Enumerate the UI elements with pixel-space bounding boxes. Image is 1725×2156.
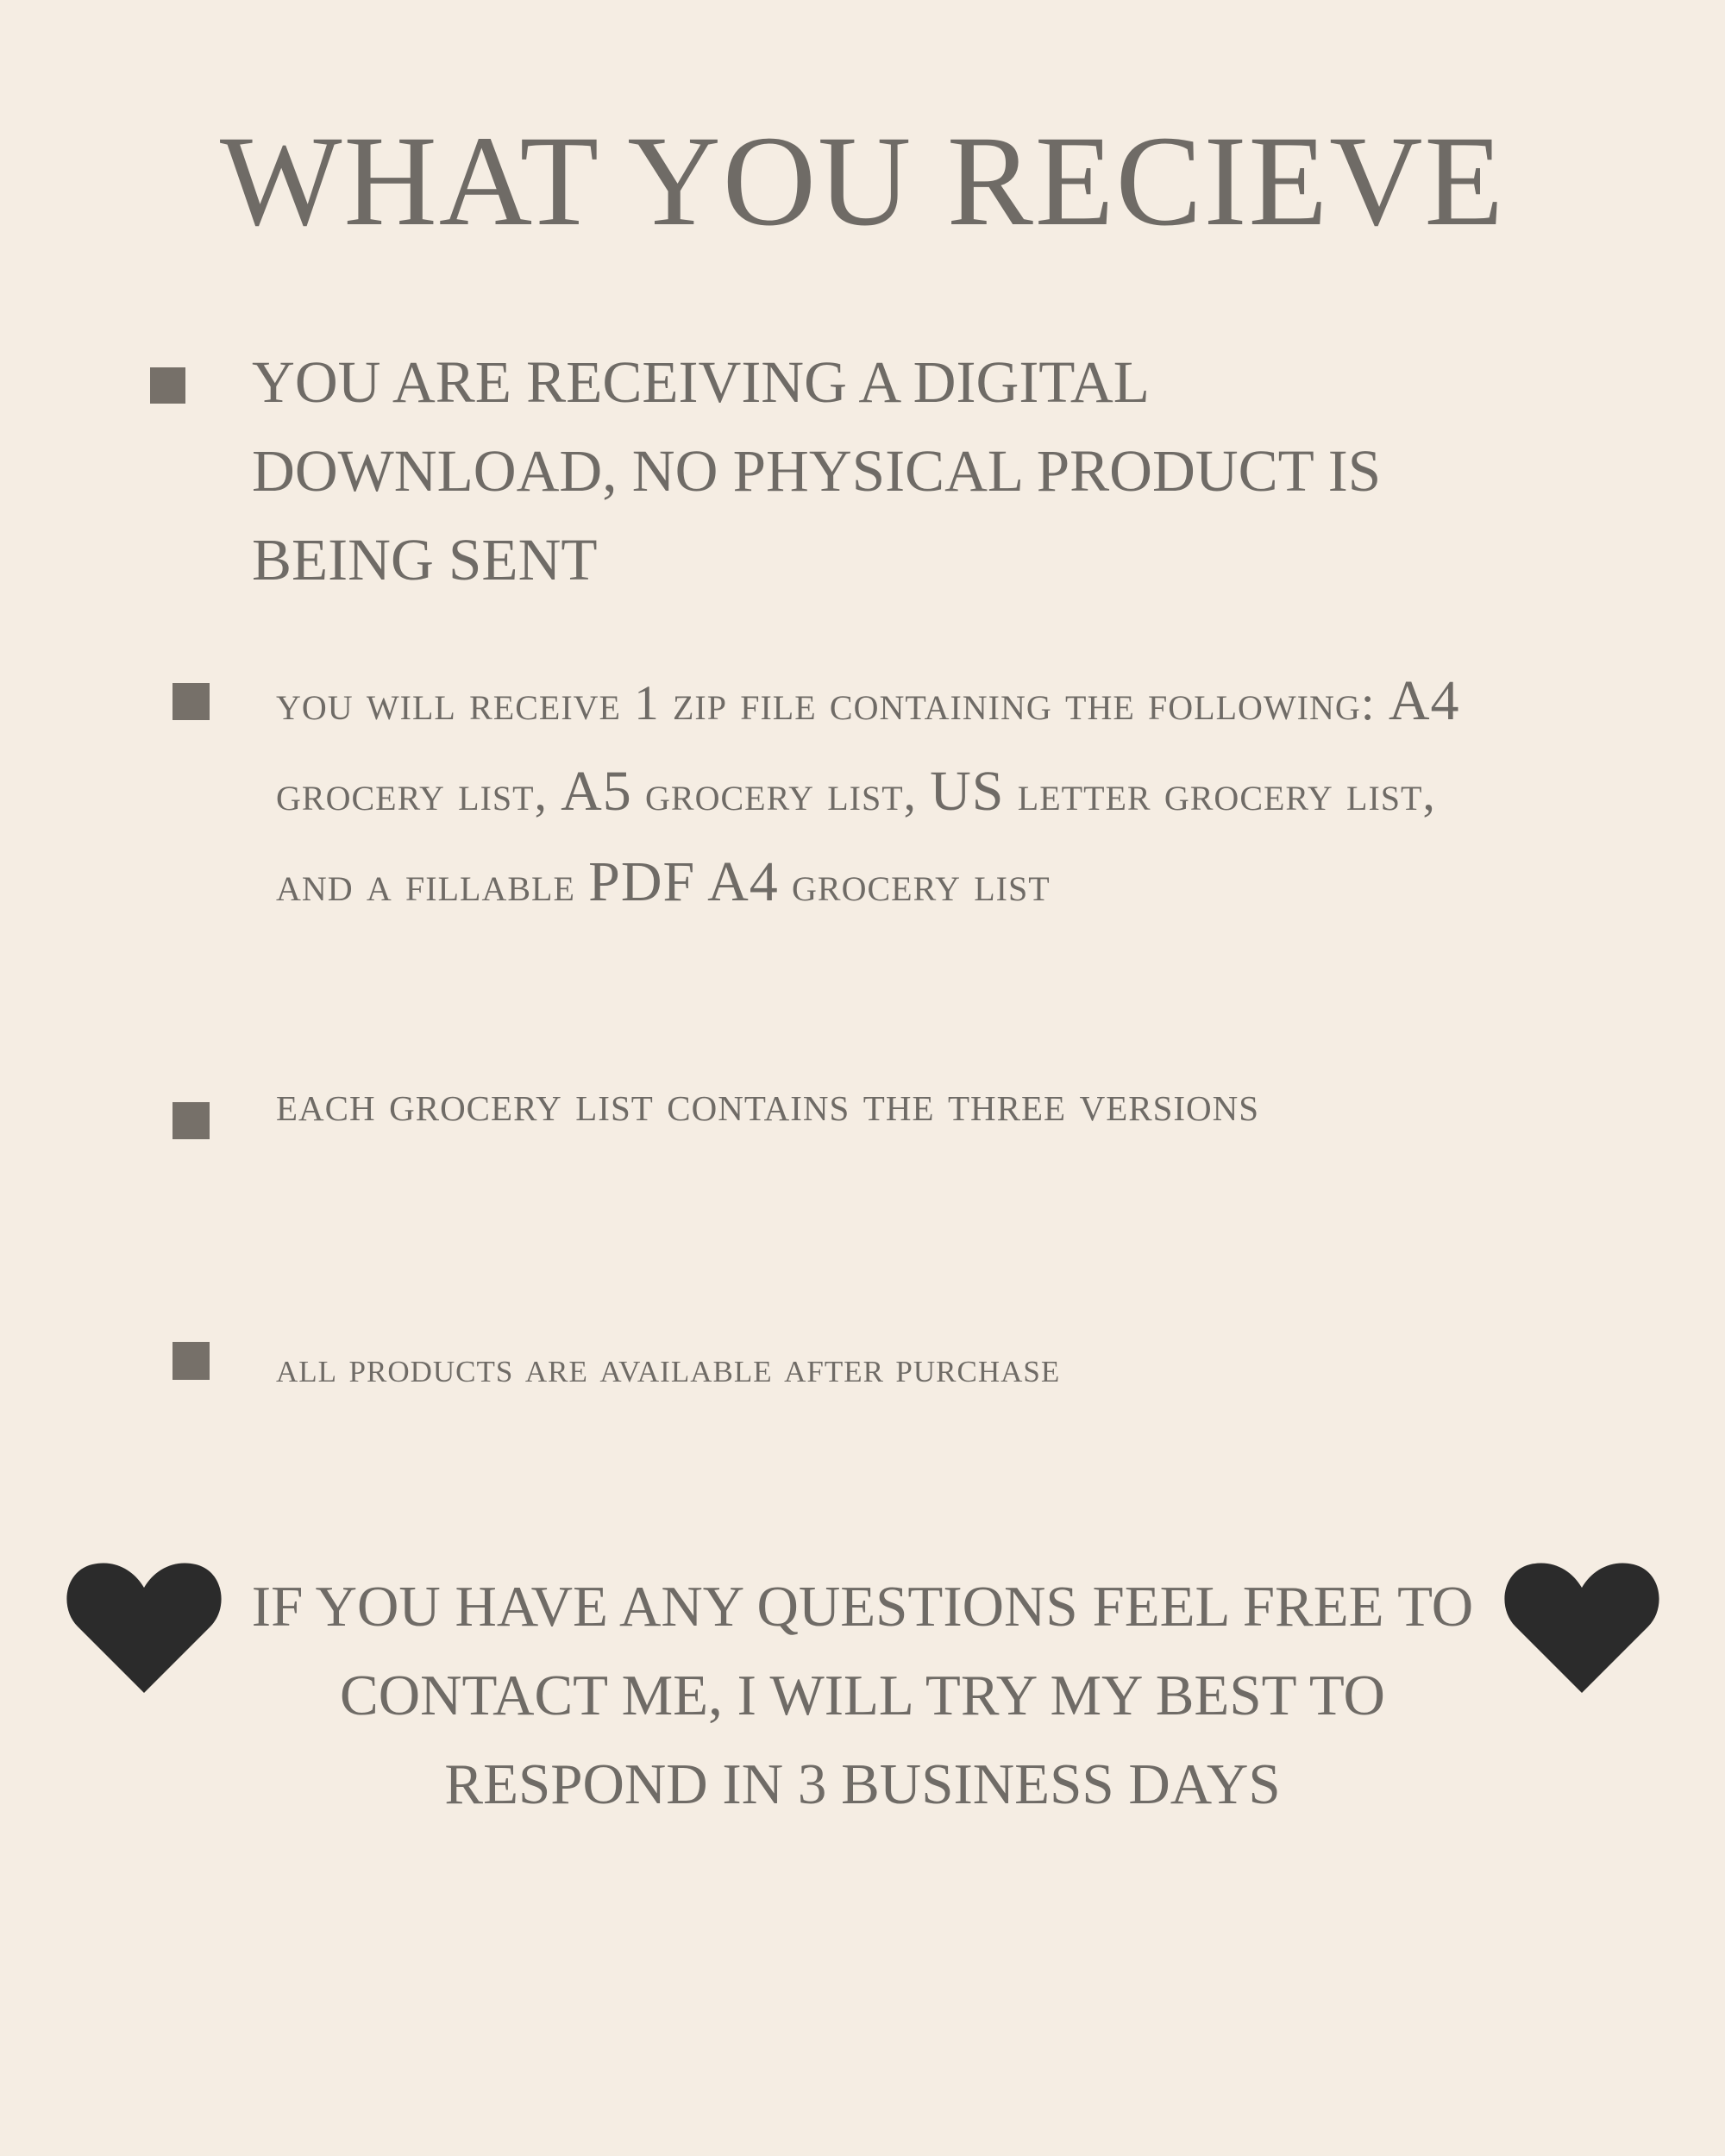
heart-icon — [1504, 1559, 1659, 1697]
square-bullet-icon — [150, 367, 185, 404]
list-item: YOU ARE RECEIVING A DIGITAL DOWNLOAD, NO PHYSICAL PRODUCT IS BEING SENT — [252, 349, 1382, 592]
page-title: WHAT YOU RECIEVE — [219, 110, 1506, 253]
contact-message: IF YOU HAVE ANY QUESTIONS FEEL FREE TO CONTACT ME, I WILL TRY MY BEST TO RESPOND IN 3 BUSINESS DAYS — [251, 1575, 1474, 1816]
square-bullet-icon — [172, 1102, 210, 1139]
square-bullet-icon — [172, 683, 210, 720]
heart-icon — [66, 1559, 222, 1697]
square-bullet-icon — [172, 1342, 210, 1380]
list-item: each grocery list contains the three versions — [276, 1075, 1260, 1131]
list-item: all products are available after purchase — [276, 1343, 1061, 1391]
list-item: you will receive 1 zip file containing the following: A4 grocery list, A5 grocery list, US letter grocery list, and a fillable PDF A4 grocery list — [276, 669, 1460, 913]
